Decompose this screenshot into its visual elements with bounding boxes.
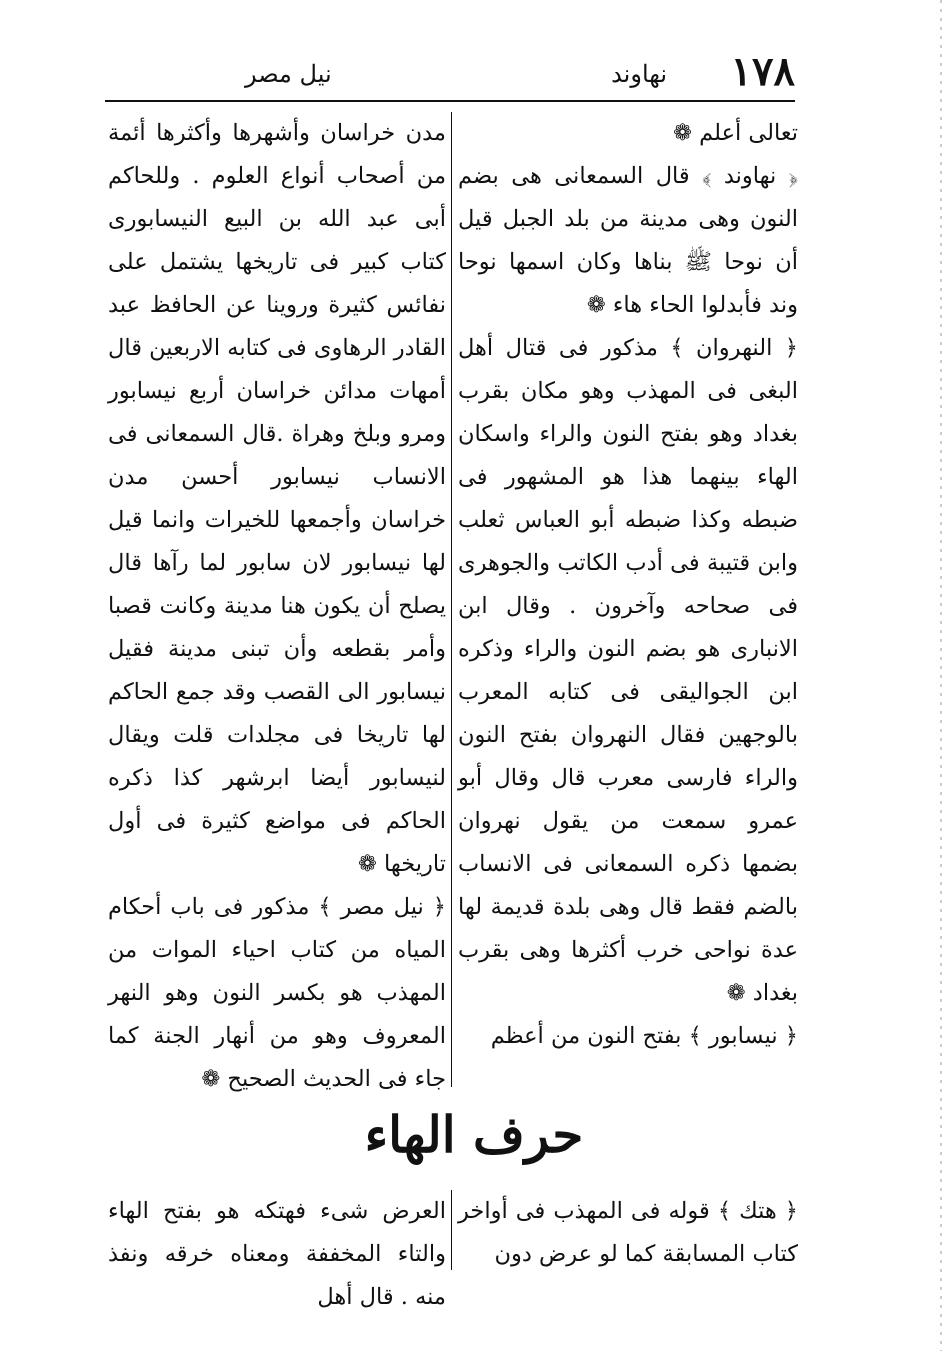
scan-edge-mark bbox=[940, 0, 942, 1351]
right-column bbox=[458, 112, 798, 1112]
bottom-column-divider bbox=[451, 1190, 452, 1270]
header-rule bbox=[105, 100, 795, 102]
left-column bbox=[108, 112, 446, 1112]
entry-nishapur-start: ﴿ نيسابور ﴾ بفتح النون من أعظم bbox=[490, 1023, 798, 1049]
entry-nahrawan: ﴿ النهروان ﴾ مذكور فى قتال أهل البغى فى المهذب وهو مكان بقرب بغداد وهو بفتح النون والراء واسكان الهاء بينهما هذا هو المشهور فى ضبطه وكذا ضبطه أبو العباس ثعلب وابن قتيبة فى أدب الكاتب والجوهرى فى صحاحه وآخرون . وقال ابن الانبارى هو بضم النون والراء وذكره ابن الجواليقى فى كتابه المعرب بالوجهين فقال النهروان بفتح النون والراء فارسى معرب قال وقال أبو عمرو سمعت من يقول نهروان بضمها ذكره السمعانى فى الانساب بالضم فقط قال وهى بلدة قديمة لها عدة نواحى خرب أكثرها وهى بقرب بغداد ❁ bbox=[458, 335, 798, 1006]
entry-nile-of-egypt: ﴿ نيل مصر ﴾ مذكور فى باب أحكام المياه من كتاب احياء الموات من المهذب هو بكسر النون وهو النهر المعروف وهو من أنهار الجنة كما جاء فى الحديث الصحيح ❁ bbox=[108, 894, 446, 1092]
entry-hatk-continued: العرض شىء فهتكه هو بفتح الهاء والتاء المخففة ومعناه خرقه ونفذ منه . قال أهل bbox=[108, 1198, 446, 1310]
bottom-left-column bbox=[108, 1190, 446, 1310]
entry-hatk: ﴿ هتك ﴾ قوله فى المهذب فى أواخر كتاب المسابقة كما لو عرض دون bbox=[458, 1198, 798, 1267]
bottom-right-column bbox=[458, 1190, 798, 1280]
entry-nahawand: ﴿ نهاوند ﴾ قال السمعانى هى بضم النون وهى مدينة من بلد الجبل قيل أن نوحا ﷺ بناها وكان اسمها نوحا وند فأبدلوا الحاء هاء ❁ bbox=[458, 163, 798, 318]
page-number: ١٧٨ bbox=[730, 48, 795, 95]
column-divider bbox=[451, 112, 452, 1087]
entry-nishapur-continued: مدن خراسان وأشهرها وأكثرها أئمة من أصحاب أنواع العلوم . وللحاكم أبى عبد الله بن البيع النيسابورى كتاب كبير فى تاريخها يشتمل على نفائس كثيرة وروينا عن الحافظ عبد القادر الرهاوى فى كتابه الاربعين قال أمهات مدائن خراسان أربع نيسابور ومرو وبلخ وهراة .قال السمعانى فى الانساب نيسابور أحسن مدن خراسان وأجمعها للخيرات وانما قيل لها نيسابور لان سابور لما رآها قال يصلح أن يكون هنا مدينة وكانت قصبا وأمر بقطعه وأن تبنى مدينة فقيل نيسابور الى القصب وقد جمع الحاكم لها تاريخا فى مجلدات قلت ويقال لنيسابور أيضا ابرشهر كذا ذكره الحاكم فى مواضع كثيرة فى أول تاريخها ❁ bbox=[108, 120, 446, 877]
paragraph: تعالى أعلم ❁ bbox=[673, 120, 798, 146]
running-header bbox=[105, 48, 795, 100]
header-entry-left: نيل مصر bbox=[245, 60, 332, 88]
header-entry-right: نهاوند bbox=[611, 60, 667, 88]
section-heading: حرف الهاء bbox=[364, 1105, 584, 1164]
